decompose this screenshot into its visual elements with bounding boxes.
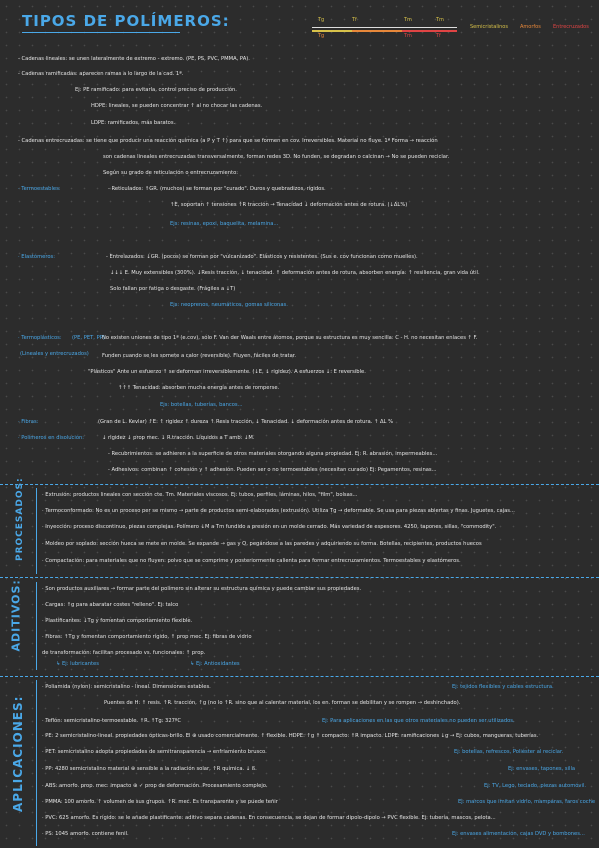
legend-tm2: Tm [404,33,412,39]
termoplasticos-tipos: (Lineales y entrecruzados) [20,351,89,357]
procesados-termoconformado: · Termoconformado: No es un proceso per se mismo → parte de productos semi-elaborados (extrusión). Utiliza Tg → deformable. Se usa para piezas abiertas y finas. Juguetes, cajas... [42,508,515,514]
fibras-label: · Fibras: [18,419,39,425]
aplic-pmma-ej: Ej: marcos que imitan vidrio, mamparas, faros coche [458,799,596,805]
termoestables-props: ↑E, soportan ↑ tensiones ↑R tracción → Tenacidad ↓ deformación antes de rotura. (↓ΔL%) [170,202,408,208]
aplic-abs: · ABS: amorfo. prop. mec: impacto ⊕ ✓ prop de deformación. Procesamiento complejo. [42,783,268,789]
legend-semicristalino: Semicristalinos [470,24,508,30]
disolucion-label: · Polímeros en disolución: [18,435,85,441]
legend-bar-semicristalino [312,30,352,32]
legend-tm: Tm [404,17,412,23]
aditivos-vline [36,582,37,670]
legend-tf2: Tf [436,33,441,39]
elastomeros-props: ↓↓↓ E. Muy extensibles (300%). ↓Resis tracción, ↓ tenacidad. ↑ deformación antes de rotura, absorben energía: ↑ resiliencia, gran vida útil. [110,270,480,276]
termoestables-ejs: Ejs: resinas, epoxi, baquelita, melamina... [170,221,279,227]
legend-bar-amorfo [352,30,402,32]
aplic-poliamida-puentes: Puentes de H: ↑ resis. ↑R. tracción, ↑g (no lo ↑R. sino que al calentar material, los en. forman se debilitan y se rompen → deshinchado). [104,700,461,706]
termoplasticos-tenacidad: ↑↑↑ Tenacidad: absorben mucha energía antes de romperse. [118,385,280,391]
aditivos-fibras: · Fibras: ↑Tg y fomentan comportamiento rígido, ↑ prop mec. Ej: fibras de vidrio [42,634,252,640]
aplic-ps: · PS: 1045 amorfo. contiene fenil. [42,831,129,837]
aplic-pmma: · PMMA: 100 amorfo. ↑ volumen de sus grupos. ↑R. mec. Es transparente y se puede teñir [42,799,278,805]
termoplasticos-abbr: (PE, PET, PP) [72,335,105,341]
aplic-pp: · PP: 4280 semicristalino material ⊕ sensible a la radiación solar, ↑R química. ↓ ß. [42,766,257,772]
cadenas-lineales: - Cadenas lineales: se unen lateralmente de extremo - extremo. (PE, PS, PVC, PMMA, PA). [18,56,250,62]
procesados-compactacion: · Compactación: para materiales que no fluyen: polvo que se comprime y posteriormente calienta para formar entrecruzamientos. Termoestables y elastómeros. [42,558,461,564]
elastomeros-ejs: Ejs: neoprenos, neumáticos, gomas siliconas. [170,302,288,308]
divider-aplicaciones-top [0,676,599,677]
procesados-extrusion: · Extrusión: productos lineales con sección cte. Tm. Materiales viscosos. Ej: tubos, perfiles, láminas, hilos, "film", bolsas... [42,492,358,498]
termoplasticos-funden: Funden cuando se les somete a calor (reversible). Fluyen, fáciles de tratar. [102,353,297,359]
procesados-vline [36,488,37,574]
aplic-poliamida: · Poliamida (nylon): semicristalino - lineal. Dimensiones estables. [42,684,211,690]
aditivos-intro: · Son productos auxiliares → formar parte del polímero sin alterar su estructura química y puede cambiar sus propiedades. [42,586,362,592]
disolucion-props: ↓ rigidez ↓ prop mec. ↓ R.tracción. Líquidos a T amb: ↓M. [102,435,255,441]
legend-entrecruzados: Entrecruzados [553,24,589,30]
procesados-inyeccion: · Inyección: proceso discontinuo, piezas complejas. Polímero ↓M a Tm fundido a presión en un molde cerrado. Más variedad de espesores. 4250, tapones, sillas, "commodity". [42,524,497,530]
cadenas-ramificadas: - Cadenas ramificadas: aparecen ramas a lo largo de la cad. 1ª. [18,71,184,77]
aplic-teflon-ej: Ej: Para aplicaciones en las que otros materiales no pueden ser utilizados. [322,718,515,724]
aplic-pet-ej: Ej: botellas, refrescos, Poliéster al reciclar. [454,749,564,755]
elastomeros-entrelazados: - Entrelazados: ↓GR. (pocos) se forman por "vulcanizado". Elásticos y resistentes. (Sus e. cov funcionan como muelles). [106,254,418,260]
termoplasticos-ejs: Ejs: botellas, tuberías, bancos... [160,402,243,408]
disolucion-adhesivos: - Adhesivos: combinan ↑ cohesión y ↑ adhesión. Pueden ser o no termoestables (necesitan curado) Ej: Pegamentos, resinas... [108,467,437,473]
aditivos-transformacion: de transformación: facilitan procesado vs. funcionales: ↑ prop. [42,650,206,656]
elastomeros-label: · Elastómeros: [18,254,55,260]
elastomeros-fallo: Solo fallan por fatiga o desgaste. (Frágiles a ↓T) [110,286,236,292]
ramificadas-ej-pe: Ej: PE ramificado: para evitarla, control preciso de producción. [75,87,237,93]
termoplasticos-uniones: No existen uniones de tipo 1ª (e.cov), sólo F. Van der Waals entre átomos, porque su estructura es muy sencilla: C - H. no necesitan enlaces ↑ F. [102,335,478,341]
legend-amorfos: Amorfos [520,24,541,30]
legend-tm3: Tm [436,17,444,23]
aplicaciones-vline [36,680,37,846]
section-procesados: PROCESADOS: [15,477,25,561]
legend-tg2: Tg [318,33,325,39]
ramificadas-hdpe: HDPE: lineales, se pueden concentrar ↑ al no chocar las cadenas. [91,103,263,109]
termoplasticos-plasticos: "Plásticos" Ante un esfuerzo ↑ se deforman irreversiblemente. (↓E, ↓ rigidez). A esfuerzos ↓: E reversible. [88,369,366,375]
fibras-props: (Gran de L. Kevlar) ↑E: ↑ rigidez ↑ dureza ↑ Resis tracción, ↓ Tenacidad. ↓ deformación antes de rotura. ↑ ΔL % [98,419,394,425]
legend-tf: Tf [352,17,357,23]
termoplasticos-label: · Termoplásticos: [18,335,62,341]
entrecruzadas-desc: son cadenas lineales entrecruzadas transversalmente, forman redes 3D. No funden, se degradan o calcinan → No se pueden reciclar. [103,154,450,160]
legend-tg: Tg [318,17,325,23]
aditivos-plastificantes: · Plastificantes: ↓Tg y fomentan comportamiento flexible. [42,618,193,624]
aplic-abs-ej: Ej: TV, Lego, teclado, piezas automóvil. [484,783,587,789]
aplic-teflon: · Teflón: semicristalino-termoestable. ↑R. ↑Tg: 327ºC [42,718,182,724]
aditivos-ej-antioxidantes: ↳ Ej: Antioxidantes [190,661,240,667]
title-underline [22,32,180,33]
legend-bar-entrecruzado [402,30,457,32]
aplic-pet: · PET: semicristalino adopta propiedades de semitransparencia → enfriamiento brusco. [42,749,267,755]
grado-reticulacion: Según su grado de reticulación o entrecruzamiento: [103,170,238,176]
divider-procesados-top [0,484,599,485]
procesados-soplado: · Moldeo por soplado: sección hueca se mete en molde. Se expande → gas y Q, pegándose a las paredes y adquiriendo su forma. Botellas, recipientes, productos huecos [42,541,482,547]
divider-aditivos-top [0,577,599,578]
termoestables-reticulados: - Reticulados: ↑GR. (muchos) se forman por "curado". Duros y quebradizos, rígidos. [108,186,326,192]
termoestables-label: · Termoestables: [18,186,61,192]
aplic-pp-ej: Ej: envases, tapones, silla [508,766,576,772]
aplic-ps-ej: Ej: envases alimentación, cajas DVD y bombones... [452,831,585,837]
legend-axis [312,27,457,28]
disolucion-recubrimientos: - Recubrimientos: se adhieren a la superficie de otros materiales otorgando alguna propiedad. Ej: R. abrasión, impermeables... [108,451,438,457]
aditivos-ej-lubricantes: ↳ Ej: lubricantes [56,661,99,667]
aplic-pvc: · PVC: 625 amorfo. Es rígido: se le añade plastificante: aditivo separa cadenas. En consecuencia, se dejan de formar dipolo-dipolo → PVC flexible. Ej: tubería, mascos, pelota... [42,815,496,821]
ramificadas-ldpe: LDPE: ramificados, más baratos. [91,120,176,126]
page-title: TIPOS DE POLÍMEROS: [22,12,230,30]
section-aplicaciones: APLICACIONES: [11,695,25,812]
aplic-poliamida-ej: Ej: tejidos flexibles y cables estructura. [452,684,554,690]
aditivos-cargas: · Cargas: ↑g para abaratar costes "relleno". Ej: talco [42,602,179,608]
cadenas-entrecruzadas: - Cadenas entrecruzadas: se tiene que producir una reacción química (a P y T ↑) para que se formen en cov. Irreversibles. Material no fluye. 1ª Forma → reacción [18,138,438,144]
section-aditivos: ADITIVOS: [9,579,23,652]
aplic-pe: · PE: 2 semicristalino-lineal. propiedades ópticas-brillo. El ⊕ usado comercialmente. ↑ flexible. HDPE: ↑g ↑ compacto: ↑R impacto. LDPE: ramificaciones ↓g → Ej: cubos, mangueras, tuberías. [42,733,539,739]
